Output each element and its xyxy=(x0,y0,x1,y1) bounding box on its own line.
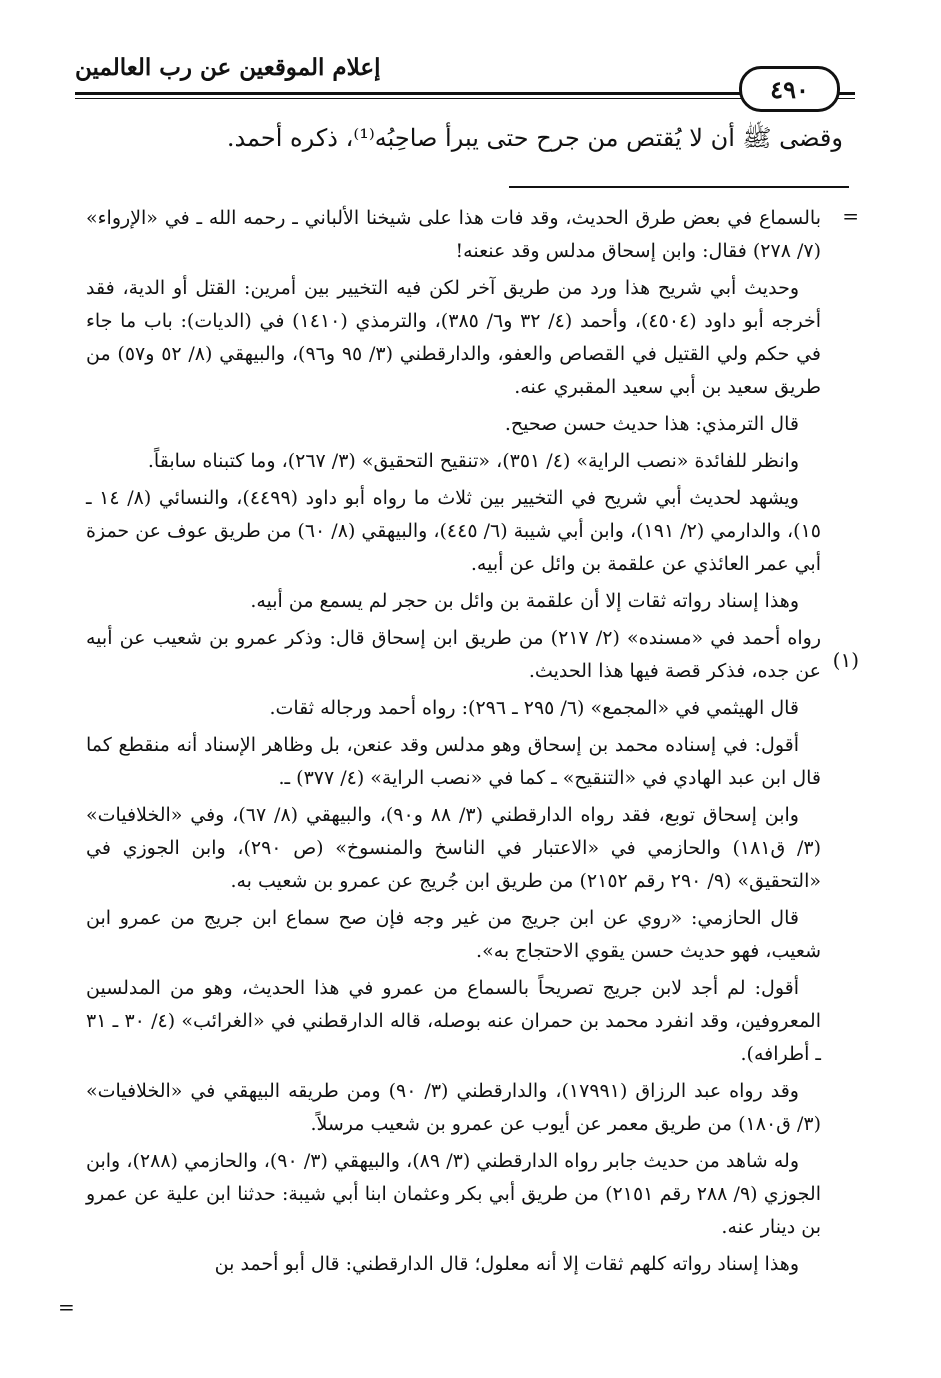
continued-mark-top: = xyxy=(842,204,859,228)
main-text: وقضى ﷺ أن لا يُقتص من جرح حتى يبرأ صاحِبُه⁽¹⁾، ذكره أحمد. xyxy=(226,124,843,152)
footnote-paragraph: وابن إسحاق توبع، فقد رواه الدارقطني (٣/ ٨٨ و٩٠)، والبيهقي (٨/ ٦٧)، وفي «الخلافيات» (٣/ ق١٨١) والحازمي في «الاعتبار في الناسخ والمنسوخ» (ص ٢٩٠)، وابن الجوزي في «التحقيق» (٩/ ٢٩٠ رقم ٢١٥٢) من طريق ابن جُريج عن عمرو بن شعيب به. xyxy=(86,804,822,892)
footnote-paragraph: قال الترمذي: هذا حديث حسن صحيح. xyxy=(504,413,799,435)
footnote-separator xyxy=(509,186,849,188)
footnote-paragraph: رواه أحمد في «مسنده» (٢/ ٢١٧) من طريق ابن إسحاق قال: وذكر عمرو بن شعيب عن أبيه عن جده، فذكر قصة فيها هذا الحديث. xyxy=(86,627,821,682)
footnote-paragraph: وله شاهد من حديث جابر رواه الدارقطني (٣/ ٨٩)، والبيهقي (٣/ ٩٠)، والحازمي (٢٨٨)، وابن الجوزي (٩/ ٢٨٨ رقم ٢١٥١) من طريق أبي بكر وعثمان ابنا أبي شيبة: حدثنا ابن علية عن عمرو بن دينار عنه. xyxy=(86,1150,821,1238)
running-title: إعلام الموقعين عن رب العالمين xyxy=(75,54,381,81)
footnotes xyxy=(86,202,821,1285)
footnote-paragraph: أقول: لم أجد لابن جريج تصريحاً بالسماع من عمرو في هذا الحديث، وهو من المدلسين المعروفين، وقد انفرد محمد بن حمران عنه بوصله، قاله الدارقطني في «الغرائب» (٤/ ٣٠ ـ ٣١ ـ أطرافه). xyxy=(86,977,821,1065)
header-rule-thin xyxy=(75,98,855,99)
footnote-number: (١) xyxy=(832,648,859,672)
page-number: ٤٩٠ xyxy=(739,66,840,112)
footnote-paragraph: وهذا إسناد رواته كلهم ثقات إلا أنه معلول؛ قال الدارقطني: قال أبو أحمد بن xyxy=(214,1253,799,1275)
footnote-paragraph: وقد رواه عبد الرزاق (١٧٩٩١)، والدارقطني (٣/ ٩٠) ومن طريقه البيهقي في «الخلافيات» (٣/ ق١٨٠) من طريق معمر عن أيوب عن عمرو بن شعيب مرسلاً. xyxy=(86,1080,821,1135)
footnote-paragraph: قال الهيثمي في «المجمع» (٦/ ٢٩٥ ـ ٢٩٦): رواه أحمد ورجاله ثقات. xyxy=(269,697,799,719)
header-rule xyxy=(75,92,855,95)
footnote-paragraph: ويشهد لحديث أبي شريح في التخيير بين ثلاث ما رواه أبو داود (٤٤٩٩)، والنسائي (٨/ ١٤ ـ ١٥)، والدارمي (٢/ ١٩١)، وابن أبي شيبة (٦/ ٤٤٥)، والبيهقي (٨/ ٦٠) من طريق عوف عن حمزة أبي عمر العائذي عن علقمة بن وائل عن أبيه. xyxy=(86,487,821,575)
page-header xyxy=(75,40,855,110)
footnote-paragraph: وانظر للفائدة «نصب الراية» (٤/ ٣٥١)، «تنقيح التحقيق» (٣/ ٢٦٧)، وما كتبناه سابقاً. xyxy=(147,450,799,472)
footnote-paragraph: قال الحازمي: «روي عن ابن جريج من غير وجه فإن صح سماع ابن جريج من عمرو ابن شعيب، فهو حديث حسن يقوي الاحتجاج به». xyxy=(86,907,821,962)
footnote-paragraph: بالسماع في بعض طرق الحديث، وقد فات هذا على شيخنا الألباني ـ رحمه الله ـ في «الإرواء» (٧/ ٢٧٨) فقال: وابن إسحاق مدلس وقد عنعنه! xyxy=(86,207,821,262)
continued-mark-bottom: = xyxy=(58,1295,75,1319)
footnote-paragraph: وحديث أبي شريح هذا ورد من طريق آخر لكن فيه التخيير بين أمرين: القتل أو الدية، فقد أخرجه أبو داود (٤٥٠٤)، وأحمد (٤/ ٣٢ و٦/ ٣٨٥)، والترمذي (١٤١٠) في (الديات): باب ما جاء في حكم ولي القتيل في القصاص والعفو، والدارقطني (٣/ ٩٥ و٩٦)، والبيهقي (٨/ ٥٢ و٥٧) من طريق سعيد بن أبي سعيد المقبري عنه. xyxy=(86,277,822,398)
footnote-paragraph: أقول: في إسناده محمد بن إسحاق وهو مدلس وقد عنعن، بل وظاهر الإسناد أنه منقطع كما قال ابن عبد الهادي في «التنقيح» ـ كما في «نصب الراية» (٤/ ٣٧٧) ـ. xyxy=(86,734,821,789)
footnote-paragraph: وهذا إسناد رواته ثقات إلا أن علقمة بن وائل بن حجر لم يسمع من أبيه. xyxy=(250,590,799,612)
